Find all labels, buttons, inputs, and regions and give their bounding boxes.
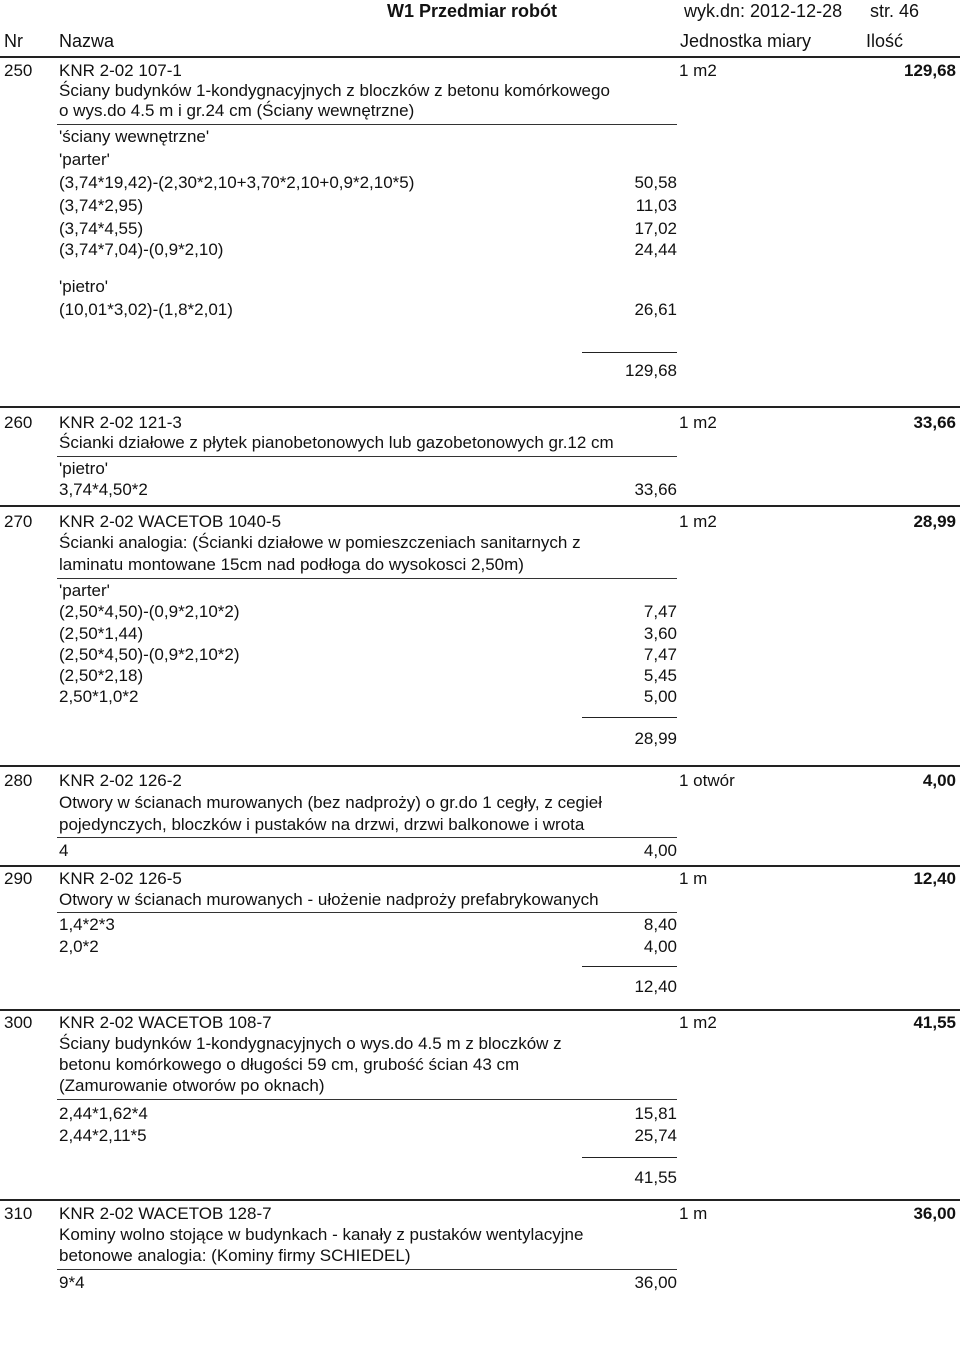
measure-expr: (2,50*2,18) — [59, 666, 144, 685]
item-qty: 129,68 — [904, 61, 956, 80]
item-desc-line: Otwory w ścianach murowanych - ułożenie nadproży prefabrykowanych — [59, 890, 599, 909]
item-nr: 290 — [4, 869, 33, 888]
item-code: KNR 2-02 126-5 — [59, 869, 182, 888]
measure-value: 4,00 — [643, 841, 677, 860]
measure-expr: (2,50*4,50)-(0,9*2,10*2) — [59, 645, 240, 664]
item-unit: 1 m2 — [679, 512, 717, 531]
item-separator — [0, 406, 960, 408]
measure-value: 26,61 — [634, 300, 677, 319]
item-qty: 41,55 — [913, 1013, 956, 1032]
measure-expr: 'pietro' — [59, 277, 109, 296]
measure-expr: (3,74*7,04)-(0,9*2,10) — [59, 240, 224, 259]
desc-separator — [57, 578, 677, 579]
header-rule — [0, 56, 960, 58]
measure-expr: (3,74*4,55) — [59, 219, 144, 238]
item-unit: 1 otwór — [679, 771, 735, 790]
item-separator — [0, 865, 960, 867]
item-desc-line: Ścianki analogia: (Ścianki działowe w pomieszczeniach sanitarnych z — [59, 533, 581, 552]
item-code: KNR 2-02 107-1 — [59, 61, 182, 80]
desc-separator — [57, 1099, 677, 1100]
measure-value: 33,66 — [634, 480, 677, 499]
item-desc-line: Ściany budynków 1-kondygnacyjnych o wys.do 4.5 m z bloczków z — [59, 1034, 562, 1053]
measure-expr: 2,0*2 — [59, 937, 99, 956]
item-qty: 12,40 — [913, 869, 956, 888]
measure-value: 5,45 — [643, 666, 677, 685]
item-nr: 260 — [4, 413, 33, 432]
item-qty: 28,99 — [913, 512, 956, 531]
item-code: KNR 2-02 WACETOB 108-7 — [59, 1013, 272, 1032]
measure-sum: 41,55 — [634, 1168, 677, 1187]
item-desc-line: Ścianki działowe z płytek pianobetonowych lub gazobetonowych gr.12 cm — [59, 433, 614, 452]
measure-value: 17,02 — [634, 219, 677, 238]
item-unit: 1 m2 — [679, 61, 717, 80]
measure-expr: 2,50*1,0*2 — [59, 687, 139, 706]
measure-value: 4,00 — [643, 937, 677, 956]
measure-value: 25,74 — [634, 1126, 677, 1145]
sum-rule — [582, 717, 677, 718]
measure-expr: 2,44*2,11*5 — [59, 1126, 147, 1145]
item-code: KNR 2-02 WACETOB 128-7 — [59, 1204, 272, 1223]
measure-expr: 1,4*2*3 — [59, 915, 115, 934]
item-separator — [0, 1199, 960, 1201]
item-qty: 33,66 — [913, 413, 956, 432]
item-desc-line: (Zamurowanie otworów po oknach) — [59, 1076, 325, 1095]
measure-expr: (10,01*3,02)-(1,8*2,01) — [59, 300, 233, 319]
item-unit: 1 m — [679, 869, 708, 888]
measure-expr: 'parter' — [59, 150, 110, 169]
measure-value: 11,03 — [635, 196, 677, 215]
item-desc-line: pojedynczych, bloczków i pustaków na drzwi, drzwi balkonowe i wrota — [59, 815, 585, 834]
measure-expr: 2,44*1,62*4 — [59, 1104, 148, 1123]
measure-expr: 9*4 — [59, 1273, 85, 1292]
item-nr: 250 — [4, 61, 33, 80]
measure-value: 24,44 — [634, 240, 677, 259]
item-separator — [0, 505, 960, 507]
desc-separator — [57, 912, 677, 913]
measure-expr: (2,50*1,44) — [59, 624, 144, 643]
sum-rule — [582, 1157, 677, 1158]
item-nr: 310 — [4, 1204, 33, 1223]
measure-expr: (3,74*2,95) — [59, 196, 144, 215]
page-number: str. 46 — [870, 1, 920, 21]
column-header-unit: Jednostka miary — [680, 31, 812, 51]
item-qty: 36,00 — [913, 1204, 956, 1223]
measure-value: 5,00 — [643, 687, 677, 706]
measure-expr: 'pietro' — [59, 459, 109, 478]
measure-value: 50,58 — [634, 173, 677, 192]
desc-separator — [57, 1269, 677, 1270]
item-desc-line: o wys.do 4.5 m i gr.24 cm (Ściany wewnętrzne) — [59, 101, 415, 120]
measure-expr: 'ściany wewnętrzne' — [59, 127, 210, 146]
sum-rule — [582, 352, 677, 353]
item-code: KNR 2-02 126-2 — [59, 771, 182, 790]
item-separator — [0, 765, 960, 767]
document-title: W1 Przedmiar robót — [387, 1, 558, 21]
measure-expr: (3,74*19,42)-(2,30*2,10+3,70*2,10+0,9*2,10*5) — [59, 173, 415, 192]
item-unit: 1 m2 — [679, 413, 717, 432]
measure-value: 3,60 — [643, 624, 677, 643]
measure-value: 7,47 — [643, 645, 677, 664]
item-separator — [0, 1009, 960, 1011]
sum-rule — [582, 966, 677, 967]
measure-value: 36,00 — [634, 1273, 677, 1292]
item-desc-line: betonowe analogia: (Kominy firmy SCHIEDEL) — [59, 1246, 411, 1265]
measure-expr: 3,74*4,50*2 — [59, 480, 148, 499]
document-date: wyk.dn: 2012-12-28 — [684, 1, 843, 21]
item-desc-line: laminatu montowane 15cm nad podłoga do wysokosci 2,50m) — [59, 555, 524, 574]
column-header-qty: Ilość — [866, 31, 904, 51]
item-qty: 4,00 — [922, 771, 956, 790]
measure-expr: 'parter' — [59, 581, 110, 600]
item-code: KNR 2-02 121-3 — [59, 413, 182, 432]
item-desc-line: Otwory w ścianach murowanych (bez nadproży) o gr.do 1 cegły, z cegieł — [59, 793, 602, 812]
measure-expr: (2,50*4,50)-(0,9*2,10*2) — [59, 602, 240, 621]
item-desc-line: Kominy wolno stojące w budynkach - kanały z pustaków wentylacyjne — [59, 1225, 584, 1244]
item-nr: 300 — [4, 1013, 33, 1032]
column-header-nr: Nr — [4, 31, 23, 51]
desc-separator — [57, 837, 677, 838]
measure-expr: 4 — [59, 841, 69, 860]
item-nr: 280 — [4, 771, 33, 790]
desc-separator — [57, 456, 677, 457]
item-unit: 1 m — [679, 1204, 708, 1223]
desc-separator — [57, 124, 677, 125]
item-unit: 1 m2 — [679, 1013, 717, 1032]
measure-value: 15,81 — [634, 1104, 677, 1123]
measure-sum: 129,68 — [625, 361, 677, 380]
item-code: KNR 2-02 WACETOB 1040-5 — [59, 512, 282, 531]
measure-value: 8,40 — [643, 915, 677, 934]
item-desc-line: betonu komórkowego o długości 59 cm, grubość ścian 43 cm — [59, 1055, 520, 1074]
measure-sum: 12,40 — [634, 977, 677, 996]
item-desc-line: Ściany budynków 1-kondygnacyjnych z bloczków z betonu komórkowego — [59, 81, 610, 100]
column-header-name: Nazwa — [59, 31, 115, 51]
measure-sum: 28,99 — [634, 729, 677, 748]
measure-value: 7,47 — [643, 602, 677, 621]
item-nr: 270 — [4, 512, 33, 531]
